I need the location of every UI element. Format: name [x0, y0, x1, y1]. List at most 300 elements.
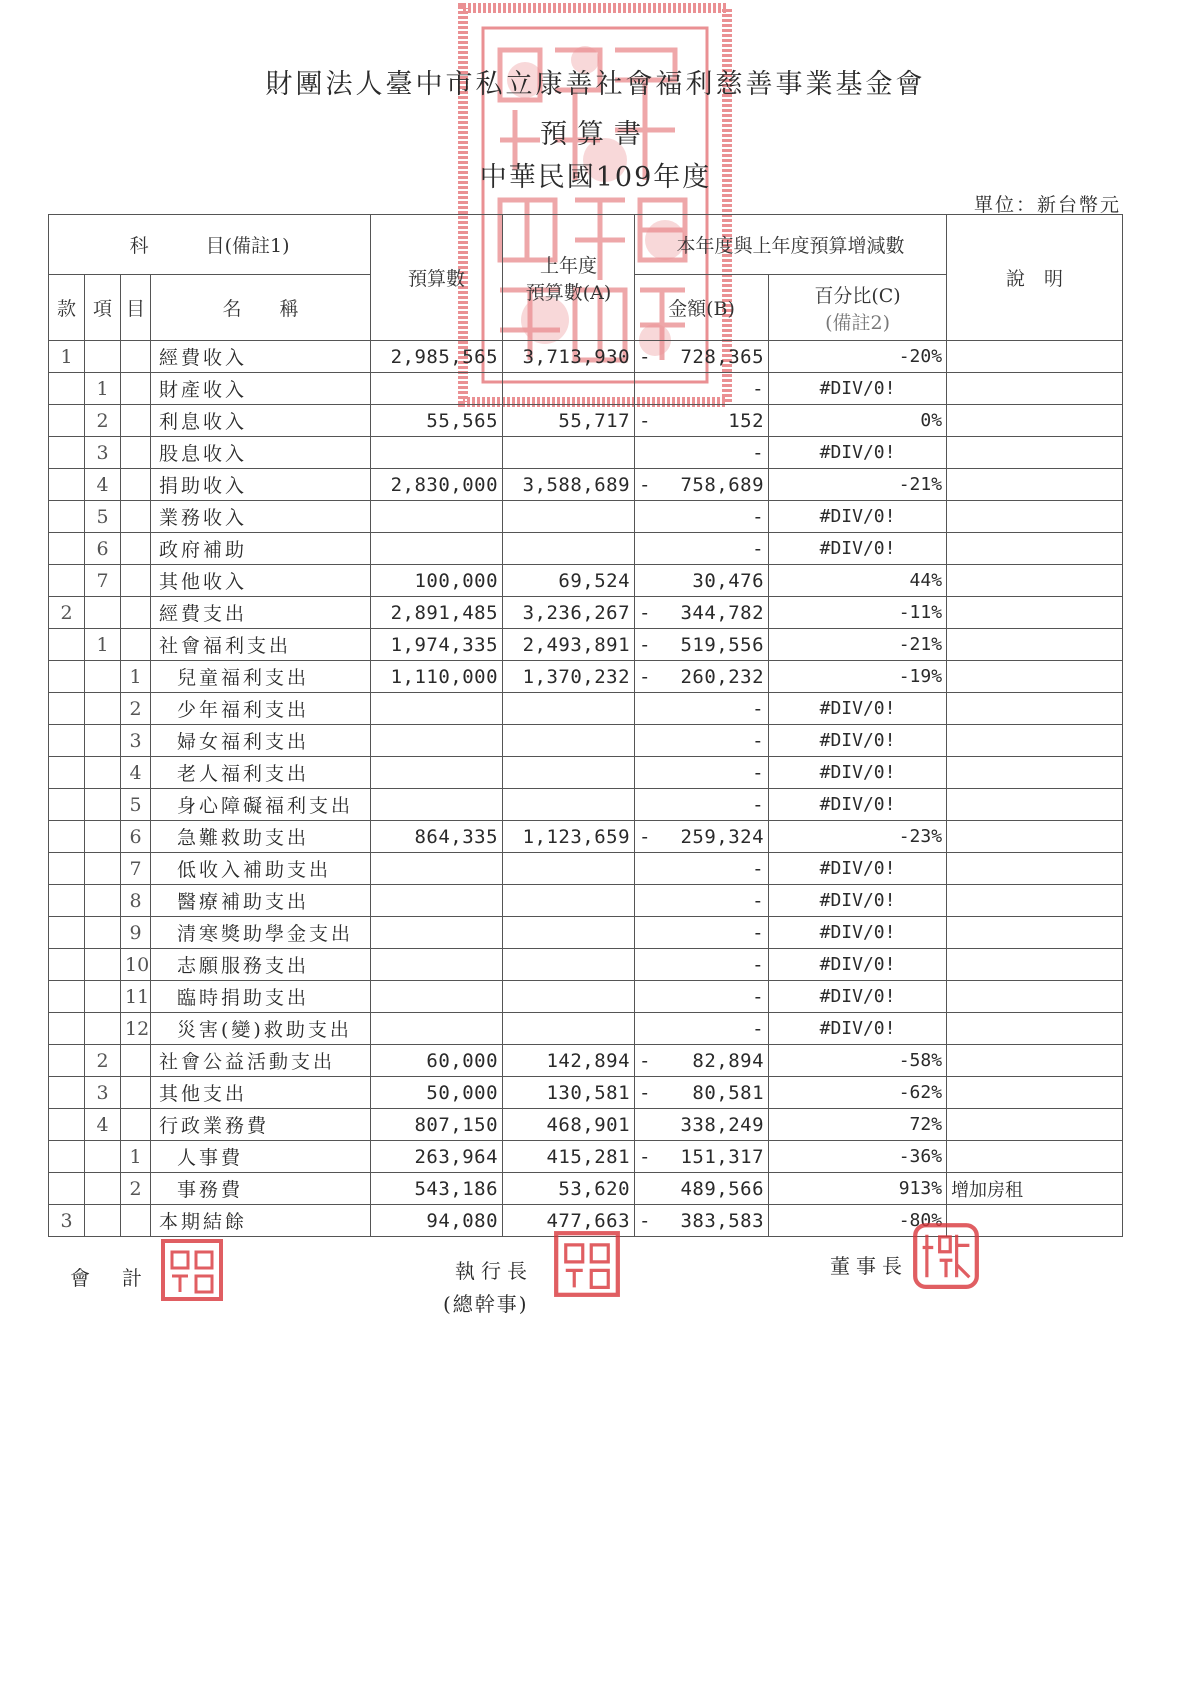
- kuan-cell: [49, 501, 85, 533]
- percent-cell: #DIV/0!: [769, 533, 947, 565]
- note-cell: [947, 629, 1123, 661]
- mu-cell: [121, 533, 151, 565]
- kuan-cell: [49, 1013, 85, 1045]
- diff-sign: -: [639, 1049, 651, 1072]
- diff-amount: -: [752, 377, 765, 400]
- note-cell: [947, 949, 1123, 981]
- kuan-cell: [49, 693, 85, 725]
- budget-cell: [371, 693, 503, 725]
- diff-amount: -: [752, 537, 765, 560]
- note-cell: [947, 373, 1123, 405]
- budget-cell: [371, 533, 503, 565]
- mu-cell: 11: [121, 981, 151, 1013]
- diff-amount-cell: [635, 629, 769, 661]
- percent-cell: -11%: [769, 597, 947, 629]
- percent-cell: #DIV/0!: [769, 501, 947, 533]
- budget-cell: 2,891,485: [371, 597, 503, 629]
- note-cell: [947, 725, 1123, 757]
- subject-header: 科 目(備註1): [49, 215, 371, 275]
- xiang-cell: 4: [85, 469, 121, 501]
- xiang-cell: [85, 789, 121, 821]
- mu-header: 目: [121, 275, 151, 341]
- percent-cell: #DIV/0!: [769, 917, 947, 949]
- diff-amount-cell: [635, 1077, 769, 1109]
- item-name-cell: 事務費: [151, 1173, 371, 1205]
- diff-group-header: 本年度與上年度預算增減數: [635, 215, 947, 275]
- note-cell: 增加房租: [947, 1173, 1123, 1205]
- table-row: [49, 501, 1123, 533]
- diff-sign: [639, 1114, 653, 1136]
- note-cell: [947, 981, 1123, 1013]
- diff-amount-cell: [635, 1173, 769, 1205]
- diff-amount: 260,232: [680, 665, 765, 688]
- diff-sign: -: [639, 665, 651, 688]
- diff-amount-cell: [635, 725, 769, 757]
- prev-budget-cell: 130,581: [503, 1077, 635, 1109]
- diff-sign: [639, 698, 653, 720]
- diff-amount: 489,566: [680, 1177, 765, 1200]
- item-name-cell: 志願服務支出: [151, 949, 371, 981]
- mu-cell: [121, 629, 151, 661]
- mu-cell: 2: [121, 1173, 151, 1205]
- prev-budget-cell: 3,713,930: [503, 341, 635, 373]
- diff-amount: -: [752, 857, 765, 880]
- kuan-cell: [49, 789, 85, 821]
- table-row: [49, 1109, 1123, 1141]
- xiang-cell: 3: [85, 1077, 121, 1109]
- xiang-cell: 2: [85, 1045, 121, 1077]
- kuan-cell: [49, 661, 85, 693]
- mu-cell: [121, 597, 151, 629]
- item-name-cell: 婦女福利支出: [151, 725, 371, 757]
- diff-amount-cell: [635, 949, 769, 981]
- diff-amount: 30,476: [692, 569, 765, 592]
- prev-budget-cell: 53,620: [503, 1173, 635, 1205]
- prev-budget-cell: [503, 981, 635, 1013]
- diff-sign: -: [639, 345, 651, 368]
- diff-amount-cell: [635, 981, 769, 1013]
- diff-sign: [639, 858, 653, 880]
- prev-budget-cell: [503, 501, 635, 533]
- note-cell: [947, 341, 1123, 373]
- item-name-cell: 行政業務費: [151, 1109, 371, 1141]
- diff-amount: -: [752, 761, 765, 784]
- item-name-cell: 其他收入: [151, 565, 371, 597]
- note-cell: [947, 437, 1123, 469]
- prev-budget-cell: [503, 693, 635, 725]
- percent-cell: #DIV/0!: [769, 949, 947, 981]
- item-name-cell: 利息收入: [151, 405, 371, 437]
- percent-cell: #DIV/0!: [769, 981, 947, 1013]
- diff-sign: [639, 890, 653, 912]
- budget-cell: 100,000: [371, 565, 503, 597]
- diff-sign: -: [639, 1081, 651, 1104]
- kuan-cell: [49, 437, 85, 469]
- note-cell: [947, 661, 1123, 693]
- prev-budget-cell: 1,370,232: [503, 661, 635, 693]
- table-row: [49, 405, 1123, 437]
- note-header: 說 明: [947, 215, 1123, 341]
- diff-sign: [639, 954, 653, 976]
- mu-cell: [121, 1077, 151, 1109]
- budget-cell: 60,000: [371, 1045, 503, 1077]
- diff-amount: 728,365: [680, 345, 765, 368]
- note-cell: [947, 565, 1123, 597]
- mu-cell: 5: [121, 789, 151, 821]
- kuan-cell: 3: [49, 1205, 85, 1237]
- xiang-cell: 7: [85, 565, 121, 597]
- percent-cell: #DIV/0!: [769, 853, 947, 885]
- table-row: [49, 885, 1123, 917]
- item-name-cell: 捐助收入: [151, 469, 371, 501]
- xiang-header: 項: [85, 275, 121, 341]
- note-cell: [947, 693, 1123, 725]
- table-row: [49, 341, 1123, 373]
- mu-cell: 12: [121, 1013, 151, 1045]
- organization-title: 財團法人臺中市私立康善社會福利慈善事業基金會: [265, 69, 926, 100]
- mu-cell: 9: [121, 917, 151, 949]
- diff-sign: [639, 730, 653, 752]
- item-name-cell: 身心障礙福利支出: [151, 789, 371, 821]
- budget-header: 預算數: [371, 215, 503, 341]
- item-name-cell: 醫療補助支出: [151, 885, 371, 917]
- mu-cell: 6: [121, 821, 151, 853]
- budget-cell: 2,985,565: [371, 341, 503, 373]
- kuan-cell: [49, 405, 85, 437]
- percent-header: [769, 275, 947, 341]
- mu-cell: [121, 373, 151, 405]
- mu-cell: [121, 341, 151, 373]
- note-cell: [947, 533, 1123, 565]
- diff-amount-cell: [635, 469, 769, 501]
- diff-sign: [639, 986, 653, 1008]
- diff-amount-cell: [635, 501, 769, 533]
- table-row: [49, 629, 1123, 661]
- mu-cell: 10: [121, 949, 151, 981]
- diff-sign: [639, 442, 653, 464]
- diff-amount: -: [752, 793, 765, 816]
- item-name-cell: 業務收入: [151, 501, 371, 533]
- budget-cell: 263,964: [371, 1141, 503, 1173]
- diff-amount-cell: [635, 1013, 769, 1045]
- xiang-cell: [85, 949, 121, 981]
- item-name-cell: 財產收入: [151, 373, 371, 405]
- table-row: [49, 1077, 1123, 1109]
- note-cell: [947, 1109, 1123, 1141]
- prev-budget-cell: 477,663: [503, 1205, 635, 1237]
- diff-amount-cell: [635, 853, 769, 885]
- kuan-cell: [49, 1173, 85, 1205]
- percent-cell: #DIV/0!: [769, 885, 947, 917]
- diff-sign: [639, 1018, 653, 1040]
- mu-cell: 8: [121, 885, 151, 917]
- table-row: [49, 853, 1123, 885]
- budget-cell: [371, 885, 503, 917]
- prev-budget-cell: [503, 917, 635, 949]
- budget-cell: 1,110,000: [371, 661, 503, 693]
- item-name-cell: 本期結餘: [151, 1205, 371, 1237]
- budget-cell: [371, 501, 503, 533]
- budget-cell: 94,080: [371, 1205, 503, 1237]
- percent-cell: -20%: [769, 341, 947, 373]
- item-name-cell: 臨時捐助支出: [151, 981, 371, 1013]
- prev-budget-cell: [503, 757, 635, 789]
- diff-amount-cell: [635, 1205, 769, 1237]
- mu-cell: [121, 1045, 151, 1077]
- note-cell: [947, 885, 1123, 917]
- diff-sign: -: [639, 473, 651, 496]
- mu-cell: 2: [121, 693, 151, 725]
- item-name-cell: 政府補助: [151, 533, 371, 565]
- diff-amount-cell: [635, 405, 769, 437]
- percent-cell: #DIV/0!: [769, 757, 947, 789]
- budget-cell: 543,186: [371, 1173, 503, 1205]
- kuan-cell: [49, 853, 85, 885]
- budget-cell: 864,335: [371, 821, 503, 853]
- prev-budget-header: [503, 215, 635, 341]
- percent-cell: 0%: [769, 405, 947, 437]
- diff-sign: [639, 570, 653, 592]
- diff-amount-cell: [635, 373, 769, 405]
- note-cell: [947, 469, 1123, 501]
- budget-cell: 2,830,000: [371, 469, 503, 501]
- diff-amount: -: [752, 505, 765, 528]
- diff-amount-cell: [635, 1109, 769, 1141]
- note-cell: [947, 501, 1123, 533]
- budget-cell: [371, 949, 503, 981]
- xiang-cell: 3: [85, 437, 121, 469]
- diff-amount-cell: [635, 533, 769, 565]
- diff-amount-cell: [635, 437, 769, 469]
- table-row: [49, 437, 1123, 469]
- item-name-cell: 少年福利支出: [151, 693, 371, 725]
- xiang-cell: 4: [85, 1109, 121, 1141]
- prev-budget-cell: [503, 725, 635, 757]
- table-row: [49, 757, 1123, 789]
- table-row: [49, 373, 1123, 405]
- xiang-cell: [85, 1013, 121, 1045]
- diff-amount-cell: [635, 1141, 769, 1173]
- diff-amount: -: [752, 729, 765, 752]
- accounting-seal: [160, 1238, 224, 1302]
- diff-amount: 383,583: [680, 1209, 765, 1232]
- item-name-cell: 兒童福利支出: [151, 661, 371, 693]
- diff-amount: -: [752, 921, 765, 944]
- table-row: [49, 469, 1123, 501]
- kuan-cell: [49, 1077, 85, 1109]
- ceo-seal: [553, 1230, 621, 1298]
- xiang-cell: [85, 917, 121, 949]
- amount-header: 金額(B): [635, 275, 769, 341]
- item-name-cell: 經費收入: [151, 341, 371, 373]
- mu-cell: [121, 501, 151, 533]
- percent-cell: 72%: [769, 1109, 947, 1141]
- mu-cell: [121, 469, 151, 501]
- xiang-cell: [85, 981, 121, 1013]
- kuan-cell: [49, 373, 85, 405]
- note-cell: [947, 405, 1123, 437]
- diff-amount: 344,782: [680, 601, 765, 624]
- diff-sign: [639, 922, 653, 944]
- budget-cell: [371, 789, 503, 821]
- percent-cell: #DIV/0!: [769, 789, 947, 821]
- table-row: [49, 821, 1123, 853]
- prev-budget-header-bottom: 預算數(A): [525, 281, 612, 304]
- table-row: [49, 789, 1123, 821]
- xiang-cell: [85, 725, 121, 757]
- mu-cell: 4: [121, 757, 151, 789]
- mu-cell: [121, 1109, 151, 1141]
- xiang-cell: 2: [85, 405, 121, 437]
- note-cell: [947, 853, 1123, 885]
- note-cell: [947, 821, 1123, 853]
- budget-rows: [49, 341, 1123, 1237]
- prev-budget-cell: 142,894: [503, 1045, 635, 1077]
- item-name-cell: 經費支出: [151, 597, 371, 629]
- table-row: [49, 693, 1123, 725]
- diff-amount-cell: [635, 757, 769, 789]
- percent-cell: -80%: [769, 1205, 947, 1237]
- diff-amount: -: [752, 953, 765, 976]
- mu-cell: 7: [121, 853, 151, 885]
- note-cell: [947, 789, 1123, 821]
- kuan-cell: [49, 821, 85, 853]
- percent-header-top: 百分比(C): [814, 284, 901, 307]
- diff-amount: -: [752, 889, 765, 912]
- kuan-cell: [49, 917, 85, 949]
- item-name-cell: 清寒獎助學金支出: [151, 917, 371, 949]
- table-row: [49, 565, 1123, 597]
- diff-sign: -: [639, 1145, 651, 1168]
- diff-amount: 758,689: [680, 473, 765, 496]
- xiang-cell: 6: [85, 533, 121, 565]
- xiang-cell: 1: [85, 629, 121, 661]
- mu-cell: 3: [121, 725, 151, 757]
- item-name-cell: 急難救助支出: [151, 821, 371, 853]
- budget-cell: [371, 757, 503, 789]
- item-name-cell: 社會公益活動支出: [151, 1045, 371, 1077]
- diff-sign: [639, 794, 653, 816]
- diff-amount: 519,556: [680, 633, 765, 656]
- diff-sign: -: [639, 409, 651, 432]
- item-name-cell: 災害(變)救助支出: [151, 1013, 371, 1045]
- diff-amount: 259,324: [680, 825, 765, 848]
- note-cell: [947, 1045, 1123, 1077]
- item-name-cell: 低收入補助支出: [151, 853, 371, 885]
- item-name-cell: 老人福利支出: [151, 757, 371, 789]
- percent-cell: 44%: [769, 565, 947, 597]
- table-row: [49, 1013, 1123, 1045]
- xiang-cell: [85, 341, 121, 373]
- table-row: [49, 1141, 1123, 1173]
- prev-budget-cell: [503, 1013, 635, 1045]
- diff-sign: -: [639, 825, 651, 848]
- xiang-cell: [85, 885, 121, 917]
- budget-cell: [371, 981, 503, 1013]
- percent-cell: -58%: [769, 1045, 947, 1077]
- prev-budget-cell: 415,281: [503, 1141, 635, 1173]
- note-cell: [947, 1141, 1123, 1173]
- xiang-cell: 5: [85, 501, 121, 533]
- table-row: [49, 661, 1123, 693]
- prev-budget-cell: [503, 789, 635, 821]
- chairman-seal: [912, 1222, 980, 1290]
- percent-header-bottom: (備註2): [825, 311, 891, 334]
- budget-cell: [371, 853, 503, 885]
- kuan-cell: [49, 1109, 85, 1141]
- diff-sign: -: [639, 633, 651, 656]
- kuan-cell: [49, 533, 85, 565]
- diff-amount: 152: [728, 409, 765, 432]
- diff-sign: -: [639, 601, 651, 624]
- diff-amount: 80,581: [692, 1081, 765, 1104]
- mu-cell: 1: [121, 661, 151, 693]
- item-name-cell: 社會福利支出: [151, 629, 371, 661]
- xiang-cell: [85, 597, 121, 629]
- kuan-cell: 1: [49, 341, 85, 373]
- diff-sign: [639, 538, 653, 560]
- note-cell: [947, 1013, 1123, 1045]
- xiang-cell: [85, 1141, 121, 1173]
- table-row: [49, 917, 1123, 949]
- diff-sign: [639, 762, 653, 784]
- diff-amount-cell: [635, 565, 769, 597]
- diff-amount-cell: [635, 1045, 769, 1077]
- diff-sign: [639, 1178, 653, 1200]
- note-cell: [947, 597, 1123, 629]
- percent-cell: #DIV/0!: [769, 437, 947, 469]
- percent-cell: -19%: [769, 661, 947, 693]
- kuan-header: 款: [49, 275, 85, 341]
- table-row: [49, 597, 1123, 629]
- prev-budget-cell: 3,236,267: [503, 597, 635, 629]
- budget-cell: [371, 437, 503, 469]
- kuan-cell: [49, 1045, 85, 1077]
- percent-cell: -36%: [769, 1141, 947, 1173]
- diff-amount-cell: [635, 597, 769, 629]
- xiang-cell: [85, 693, 121, 725]
- kuan-cell: 2: [49, 597, 85, 629]
- budget-cell: [371, 725, 503, 757]
- budget-cell: [371, 1013, 503, 1045]
- diff-sign: [639, 506, 653, 528]
- prev-budget-cell: [503, 533, 635, 565]
- prev-budget-cell: 468,901: [503, 1109, 635, 1141]
- accounting-label: 會 計: [70, 1266, 148, 1290]
- ceo-label: 執行長: [455, 1259, 533, 1283]
- table-row: [49, 1173, 1123, 1205]
- prev-budget-cell: [503, 885, 635, 917]
- budget-cell: 50,000: [371, 1077, 503, 1109]
- prev-budget-cell: 1,123,659: [503, 821, 635, 853]
- percent-cell: -21%: [769, 469, 947, 501]
- prev-budget-cell: [503, 373, 635, 405]
- percent-cell: -23%: [769, 821, 947, 853]
- item-name-cell: 其他支出: [151, 1077, 371, 1109]
- prev-budget-cell: [503, 437, 635, 469]
- table-row: [49, 981, 1123, 1013]
- prev-budget-cell: [503, 853, 635, 885]
- prev-budget-cell: 2,493,891: [503, 629, 635, 661]
- diff-amount-cell: [635, 917, 769, 949]
- table-row: [49, 949, 1123, 981]
- table-row: [49, 1045, 1123, 1077]
- kuan-cell: [49, 469, 85, 501]
- chairman-label: 董事長: [830, 1254, 908, 1278]
- kuan-cell: [49, 981, 85, 1013]
- xiang-cell: [85, 661, 121, 693]
- percent-cell: #DIV/0!: [769, 725, 947, 757]
